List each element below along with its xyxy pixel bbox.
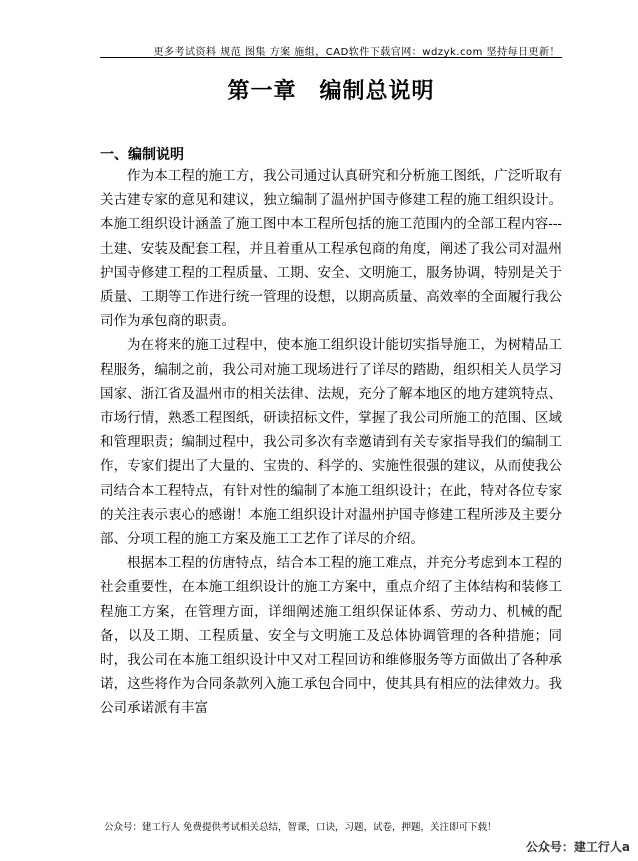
watermark: 公众号：建工行人a — [525, 840, 630, 854]
paragraph: 作为本工程的施工方，我公司通过认真研究和分析施工图纸，广泛听取有关古建专家的意见和建议，独立编制了温州护国寺修建工程的施工组织设计。本施工组织设计涵盖了施工图中本工程所包括的施工范围内的全部工程内容---土建、安装及配套工程，并且着重从工程承包商的角度，阐述了我公司对温州护国寺修建工程的工程质量、工期、安全、文明施工，服务协调，特别是关于质量、工期等工作进行统一管理的设想，以期高质量、高效率的全面履行我公司作为承包商的职责。 — [100, 168, 562, 330]
chapter-title: 第一章 编制总说明 — [227, 79, 435, 104]
section-heading: 一、编制说明 — [100, 147, 184, 163]
header-divider — [100, 57, 562, 58]
page-header-banner: 更多考试资料 规范 图集 方案 施组，CAD软件下载官网：wdzyk.com 坚持每日更新！ — [153, 47, 560, 58]
paragraph: 为在将来的施工过程中，使本施工组织设计能切实指导施工，为树精品工程服务，编制之前，我公司对施工现场进行了详尽的踏勘，组织相关人员学习国家、浙江省及温州市的相关法律、法规，充分了解本地区的地方建筑特点、市场行情，熟悉工程图纸，研读招标文件，掌握了我公司所施工的范围、区域和管理职责；编制过程中，我公司多次有幸邀请到有关专家指导我们的编制工作，专家们提出了大量的、宝贵的、科学的、实施性很强的建议，从而使我公司结合本工程特点，有针对性的编制了本施工组织设计；在此，特对各位专家的关注表示衷心的感谢！本施工组织设计对温州护国寺修建工程所涉及主要分部、分项工程的施工方案及施工工艺作了详尽的介绍。 — [100, 337, 562, 548]
body-text — [100, 164, 562, 721]
paragraph: 根据本工程的仿唐特点，结合本工程的施工难点，并充分考虑到本工程的社会重要性，在本施工组织设计的施工方案中，重点介绍了主体结构和装修工程施工方案，在管理方面，详细阐述施工组织保证体系、劳动力、机械的配备，以及工期、工程质量、安全与文明施工及总体协调管理的各种措施；同时，我公司在本施工组织设计中又对工程回访和维修服务等方面做出了各种承诺，这些将作为合同条款列入施工承包合同中，使其具有相应的法律效力。我公司承诺派有丰富 — [100, 555, 562, 717]
page-footer-note: 公众号：建工行人 免费提供考试相关总结，智课，口诀，习题，试卷，押题，关注即可下载！ — [104, 822, 497, 833]
